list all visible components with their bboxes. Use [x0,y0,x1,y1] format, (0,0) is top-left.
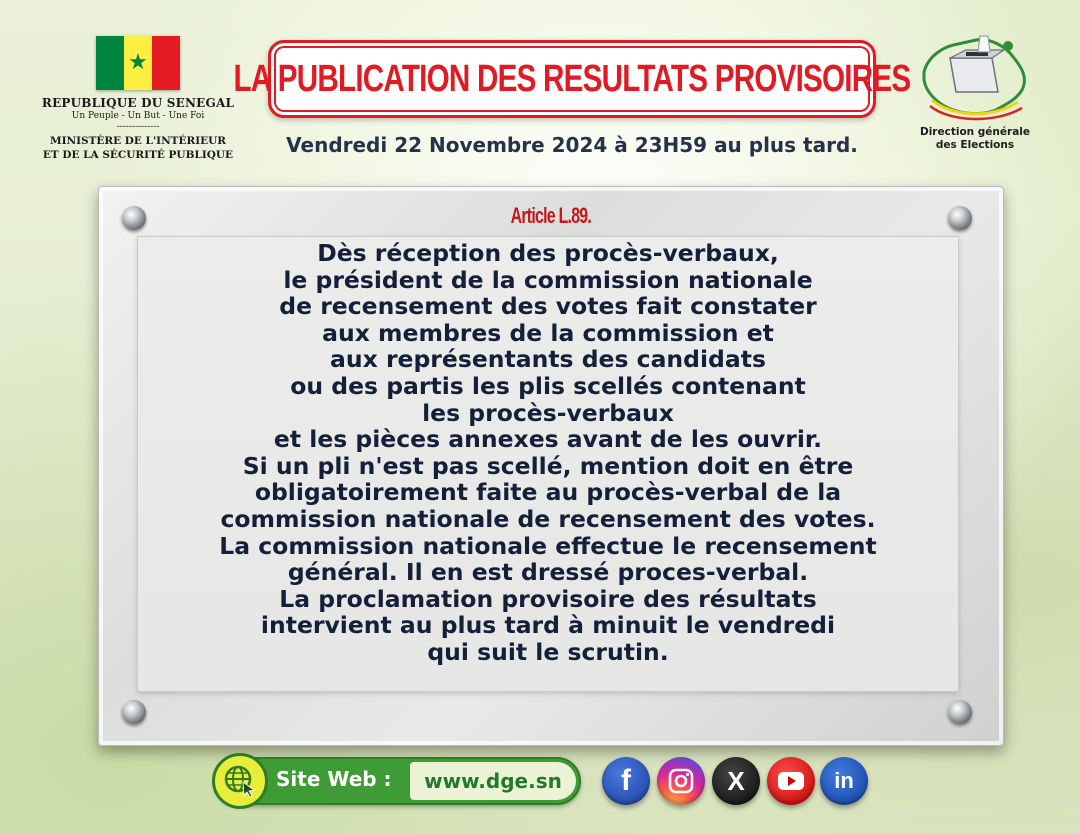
deadline-text: Vendredi 22 Novembre 2024 à 23H59 au plus tard. [286,133,858,157]
article-line: Si un pli n'est pas scellé, mention doit en être [242,451,854,480]
article-line: La commission nationale effectue le recensement [219,531,877,560]
title-banner [233,40,911,118]
linkedin-icon[interactable] [820,757,868,805]
website-link[interactable]: www.dge.sn [410,762,576,800]
article-body [140,240,956,666]
facebook-icon[interactable] [602,757,650,805]
ministry-line-1: MINISTÈRE DE L'INTÉRIEUR [49,135,227,147]
article-line: de recensement des votes fait constater [279,292,817,321]
article-line: qui suit le scrutin. [427,637,669,666]
dge-logo-icon [910,28,1040,128]
dge-name [905,126,1045,152]
website-label: Site Web : [276,767,392,791]
ministry-line-2: ET DE LA SÉCURITÉ PUBLIQUE [42,149,234,161]
national-motto: Un Peuple - Un But - Une Foi [71,111,205,121]
facebook-glyph: f [621,764,631,797]
country-name: REPUBLIQUE DU SENEGAL [41,96,235,110]
linkedin-glyph: in [834,768,854,793]
article-line: La proclamation provisoire des résultats [279,584,817,613]
x-glyph: X [727,765,745,796]
article-line: général. Il en est dressé proces-verbal. [287,558,809,587]
article-line: intervient au plus tard à minuit le vendredi [260,611,836,640]
globe-icon [212,753,268,809]
republic-block [40,96,236,162]
dge-name-line-2: des Elections [935,139,1015,151]
article-heading [98,203,1004,229]
youtube-icon[interactable] [767,757,815,805]
article-line: commission nationale de recensement des votes. [220,504,876,533]
article-label: Article L.89. [510,203,592,228]
star-icon: ★ [128,50,148,75]
screw-icon [122,700,146,724]
senegal-flag-icon [96,36,180,90]
article-line: Dès réception des procès-verbaux, [317,239,779,267]
separator-line: -------------- [116,122,160,132]
article-line: aux membres de la commission et [322,318,774,347]
page-title: LA PUBLICATION DES RESULTATS PROVISOIRES [233,57,911,100]
article-line: les procès-verbaux [422,398,674,427]
article-line: le président de la commission nationale [283,265,813,294]
screw-icon [948,700,972,724]
article-line: ou des partis les plis scellés contenant [290,371,806,400]
x-icon[interactable] [712,757,760,805]
article-line: et les pièces annexes avant de les ouvrir. [273,425,823,454]
dge-name-line-1: Direction générale [919,126,1031,138]
instagram-icon[interactable] [657,757,705,805]
article-line: aux représentants des candidats [330,345,766,374]
article-line: obligatoirement faite au procès-verbal de la [254,478,842,507]
